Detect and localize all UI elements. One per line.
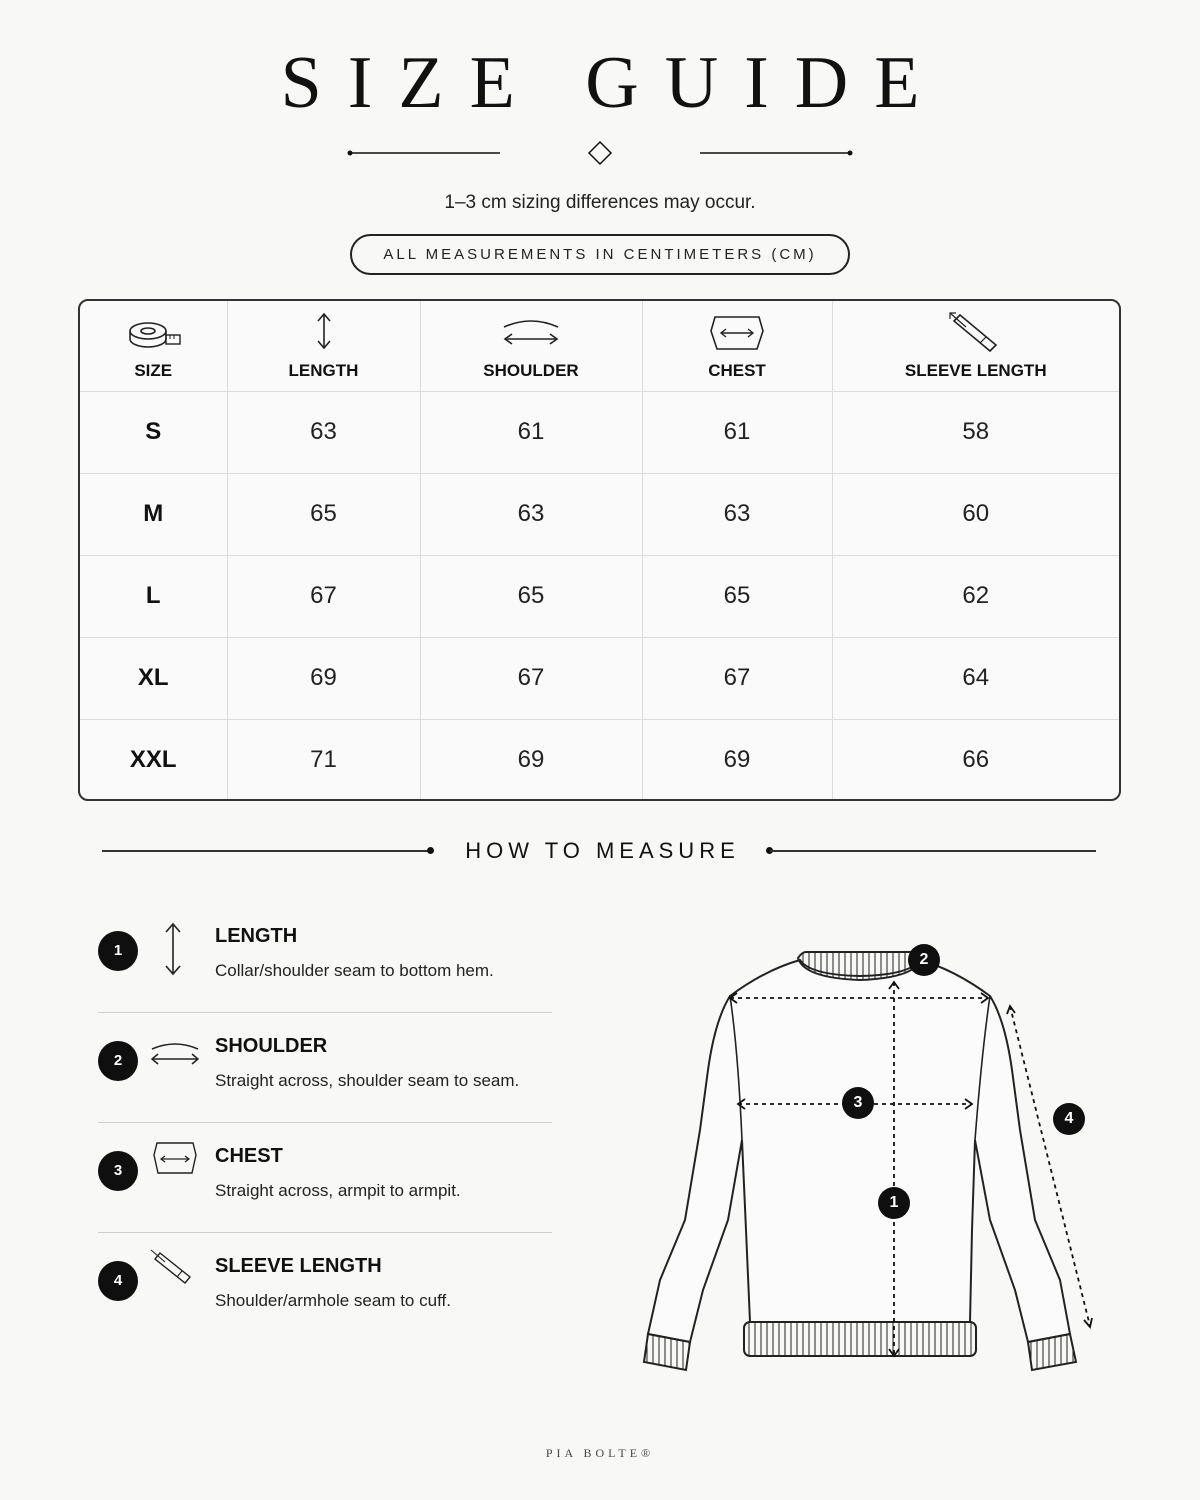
- measure-description: Shoulder/armhole seam to cuff.: [215, 1291, 451, 1310]
- chest-outline-icon: [707, 309, 767, 353]
- table-row: [80, 473, 1119, 555]
- sleeve-length-cell: 58: [832, 391, 1119, 473]
- table-row: [80, 391, 1119, 473]
- length-cell: 69: [227, 637, 420, 719]
- section-title: HOW TO MEASURE: [465, 838, 740, 863]
- sweater-illustration: [620, 930, 1120, 1390]
- measure-label: SLEEVE LENGTH: [215, 1255, 382, 1277]
- measure-item-shoulder: [98, 1013, 552, 1123]
- column-header-shoulder: [420, 301, 642, 391]
- sleeve-length-cell: 62: [832, 555, 1119, 637]
- size-cell: S: [80, 391, 227, 473]
- column-header-chest: [642, 301, 832, 391]
- chest-outline-icon: [152, 1139, 198, 1179]
- step-number-badge: 3: [98, 1151, 138, 1191]
- measure-label: CHEST: [215, 1145, 283, 1167]
- column-header-length: [227, 301, 420, 391]
- table-row: [80, 719, 1119, 801]
- length-cell: 65: [227, 473, 420, 555]
- sizing-disclaimer: 1–3 cm sizing differences may occur.: [444, 192, 756, 213]
- diamond-divider-icon: [340, 138, 860, 168]
- chest-cell: 63: [642, 473, 832, 555]
- page-title: SIZE GUIDE: [280, 42, 946, 124]
- length-cell: 63: [227, 391, 420, 473]
- sleeve-length-cell: 60: [832, 473, 1119, 555]
- measure-item-chest: [98, 1123, 552, 1233]
- chest-cell: 67: [642, 637, 832, 719]
- column-label: SLEEVE LENGTH: [904, 361, 1047, 380]
- length-cell: 67: [227, 555, 420, 637]
- measure-label: LENGTH: [215, 925, 298, 947]
- size-cell: XL: [80, 637, 227, 719]
- shoulder-cell: 69: [420, 719, 642, 801]
- brand-footer: PIA BOLTE®: [545, 1446, 655, 1460]
- size-table: [78, 299, 1121, 801]
- diagram-badge-sleeve: 4: [1053, 1103, 1085, 1135]
- size-cell: L: [80, 555, 227, 637]
- size-cell: XXL: [80, 719, 227, 801]
- measure-description: Collar/shoulder seam to bottom hem.: [215, 961, 494, 980]
- sleeve-icon: [946, 309, 1006, 353]
- measure-description: Straight across, armpit to armpit.: [215, 1181, 461, 1200]
- sleeve-length-cell: 64: [832, 637, 1119, 719]
- vertical-arrow-icon: [158, 921, 188, 977]
- step-number-badge: 4: [98, 1261, 138, 1301]
- measure-item-length: [98, 903, 552, 1013]
- table-row: [80, 637, 1119, 719]
- shoulder-cell: 63: [420, 473, 642, 555]
- sleeve-length-cell: 66: [962, 746, 990, 774]
- shoulder-arc-icon: [148, 1037, 202, 1069]
- column-label: SIZE: [134, 361, 173, 380]
- diagram-badge-chest: 3: [842, 1087, 874, 1119]
- shoulder-cell: 67: [420, 637, 642, 719]
- vertical-arrow-icon: [309, 309, 339, 353]
- column-header-size: [80, 301, 227, 391]
- divider-line: [770, 850, 1096, 852]
- step-number-badge: 1: [98, 931, 138, 971]
- units-badge: ALL MEASUREMENTS IN CENTIMETERS (CM): [350, 234, 850, 275]
- column-header-sleeve-length: [832, 301, 1119, 391]
- column-label: LENGTH: [288, 361, 359, 380]
- length-cell: 71: [227, 719, 420, 801]
- chest-cell: 69: [642, 719, 832, 801]
- chest-cell: 61: [642, 391, 832, 473]
- shoulder-arc-icon: [496, 309, 566, 353]
- table-header-row: [80, 301, 1119, 391]
- diagram-badge-length: 1: [878, 1187, 910, 1219]
- measure-item-sleeve-length: [98, 1233, 552, 1343]
- table-row: [80, 555, 1119, 637]
- diagram-badge-shoulder: 2: [908, 944, 940, 976]
- measure-description: Straight across, shoulder seam to seam.: [215, 1071, 520, 1090]
- sleeve-icon: [148, 1247, 196, 1287]
- step-number-badge: 2: [98, 1041, 138, 1081]
- shoulder-cell: 61: [420, 391, 642, 473]
- chest-cell: 65: [642, 555, 832, 637]
- tape-measure-icon: [123, 309, 183, 353]
- measure-label: SHOULDER: [215, 1035, 328, 1057]
- sweater-diagram: [620, 930, 1120, 1390]
- size-cell: M: [80, 473, 227, 555]
- shoulder-cell: 65: [420, 555, 642, 637]
- column-label: CHEST: [708, 361, 766, 380]
- column-label: SHOULDER: [483, 361, 579, 380]
